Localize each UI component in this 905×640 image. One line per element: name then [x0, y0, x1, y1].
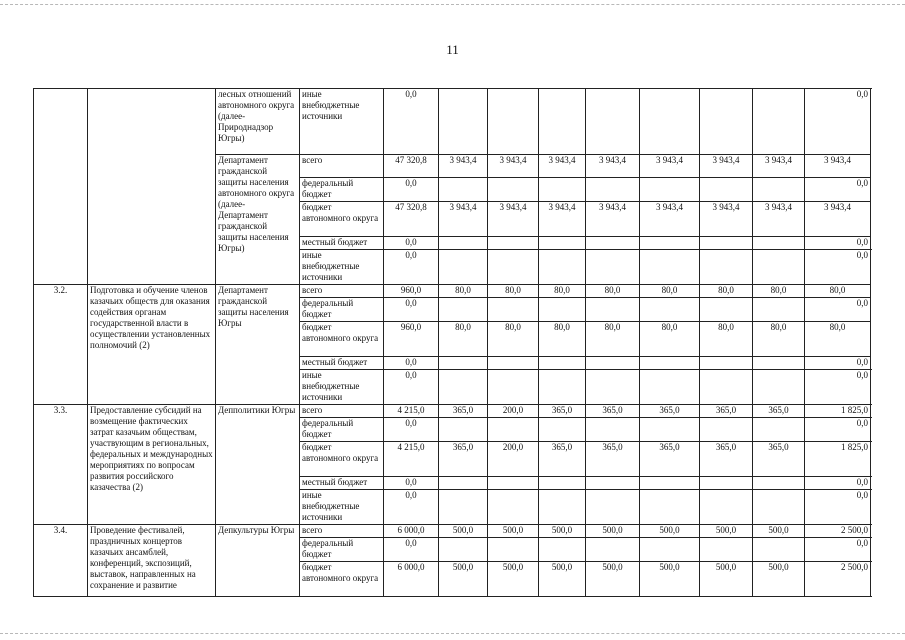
- year-value-cell: [700, 477, 753, 490]
- year-value-cell: [586, 89, 640, 155]
- year-value-cell: [539, 477, 586, 490]
- bottom-scan-edge: [0, 633, 905, 634]
- year-value-cell: [640, 357, 700, 370]
- total-value-cell: 47 320,8: [384, 202, 439, 237]
- year-value-cell: [439, 490, 488, 525]
- funding-source-cell: всего: [300, 405, 384, 418]
- executor-cell: Депполитики Югры: [216, 405, 300, 525]
- period-sum-cell: 0,0: [805, 538, 871, 562]
- funding-source-cell: бюджет автономного округа: [300, 202, 384, 237]
- year-value-cell: [586, 490, 640, 525]
- year-value-cell: 500,0: [439, 525, 488, 538]
- funding-source-cell: местный бюджет: [300, 477, 384, 490]
- year-value-cell: [753, 89, 805, 155]
- year-value-cell: [488, 370, 539, 405]
- year-value-cell: [539, 357, 586, 370]
- year-value-cell: [753, 538, 805, 562]
- item-number-cell: 3.4.: [34, 525, 88, 597]
- year-value-cell: 3 943,4: [640, 202, 700, 237]
- year-value-cell: [753, 490, 805, 525]
- budget-table: [33, 88, 871, 597]
- year-value-cell: [439, 477, 488, 490]
- period-sum-cell: 1 825,0: [805, 405, 871, 418]
- year-value-cell: 500,0: [753, 525, 805, 538]
- funding-source-cell: иные внебюджетные источники: [300, 89, 384, 155]
- year-value-cell: 3 943,4: [586, 202, 640, 237]
- period-sum-cell: 0,0: [805, 89, 871, 155]
- total-value-cell: 0,0: [384, 418, 439, 442]
- year-value-cell: [539, 370, 586, 405]
- table-row: [34, 89, 871, 155]
- executor-cell: лесных отношений автономного округа (далее- Природнадзор Югры): [216, 89, 300, 155]
- year-value-cell: [439, 178, 488, 202]
- funding-source-cell: всего: [300, 285, 384, 298]
- year-value-cell: 3 943,4: [700, 155, 753, 178]
- year-value-cell: [488, 357, 539, 370]
- total-value-cell: 0,0: [384, 357, 439, 370]
- year-value-cell: 80,0: [586, 322, 640, 357]
- year-value-cell: [539, 298, 586, 322]
- year-value-cell: [439, 370, 488, 405]
- funding-source-cell: федеральный бюджет: [300, 418, 384, 442]
- year-value-cell: 365,0: [640, 405, 700, 418]
- year-value-cell: [439, 250, 488, 285]
- executor-cell: Депкультуры Югры: [216, 525, 300, 597]
- year-value-cell: [488, 89, 539, 155]
- total-value-cell: 0,0: [384, 250, 439, 285]
- year-value-cell: 3 943,4: [539, 155, 586, 178]
- table-row: [34, 285, 871, 298]
- year-value-cell: 80,0: [539, 322, 586, 357]
- year-value-cell: 3 943,4: [640, 155, 700, 178]
- period-sum-cell: 2 500,0: [805, 562, 871, 597]
- year-value-cell: 365,0: [539, 405, 586, 418]
- year-value-cell: [640, 89, 700, 155]
- year-value-cell: [488, 538, 539, 562]
- year-value-cell: 80,0: [539, 285, 586, 298]
- table-row: [34, 405, 871, 418]
- year-value-cell: 365,0: [753, 442, 805, 477]
- year-value-cell: 500,0: [586, 525, 640, 538]
- total-value-cell: 4 215,0: [384, 405, 439, 418]
- year-value-cell: [539, 178, 586, 202]
- year-value-cell: [700, 178, 753, 202]
- total-value-cell: 0,0: [384, 89, 439, 155]
- period-sum-cell: 0,0: [805, 477, 871, 490]
- year-value-cell: 365,0: [753, 405, 805, 418]
- year-value-cell: 3 943,4: [439, 202, 488, 237]
- item-name-cell: Проведение фестивалей, праздничных концертов казачьих ансамблей, конференций, экспозиций, выставок, направленных на сохранение и развитие: [88, 525, 216, 597]
- item-name-cell: [88, 89, 216, 285]
- period-sum-cell: 0,0: [805, 490, 871, 525]
- year-value-cell: [586, 477, 640, 490]
- year-value-cell: [640, 370, 700, 405]
- year-value-cell: [539, 418, 586, 442]
- funding-source-cell: бюджет автономного округа: [300, 322, 384, 357]
- total-value-cell: 0,0: [384, 538, 439, 562]
- year-value-cell: 80,0: [439, 322, 488, 357]
- table-row: [34, 525, 871, 538]
- item-name-cell: Предоставление субсидий на возмещение фактических затрат казачьим обществам, участвующим в региональных, федеральных и международных мероприятиях по вопросам развития российского казачества (2): [88, 405, 216, 525]
- year-value-cell: [488, 490, 539, 525]
- year-value-cell: [586, 178, 640, 202]
- year-value-cell: 500,0: [488, 562, 539, 597]
- year-value-cell: 3 943,4: [586, 155, 640, 178]
- year-value-cell: [640, 237, 700, 250]
- year-value-cell: [640, 538, 700, 562]
- year-value-cell: [488, 477, 539, 490]
- item-number-cell: [34, 89, 88, 285]
- year-value-cell: [753, 178, 805, 202]
- period-sum-cell: 1 825,0: [805, 442, 871, 477]
- year-value-cell: [640, 490, 700, 525]
- year-value-cell: 3 943,4: [700, 202, 753, 237]
- year-value-cell: [439, 418, 488, 442]
- year-value-cell: 80,0: [700, 285, 753, 298]
- year-value-cell: 80,0: [640, 285, 700, 298]
- year-value-cell: [488, 250, 539, 285]
- year-value-cell: 500,0: [640, 562, 700, 597]
- year-value-cell: [700, 418, 753, 442]
- year-value-cell: [539, 89, 586, 155]
- year-value-cell: 80,0: [488, 285, 539, 298]
- year-value-cell: 500,0: [539, 525, 586, 538]
- year-value-cell: 500,0: [640, 525, 700, 538]
- year-value-cell: 365,0: [586, 442, 640, 477]
- year-value-cell: [753, 298, 805, 322]
- item-number-cell: 3.2.: [34, 285, 88, 405]
- total-value-cell: 0,0: [384, 237, 439, 250]
- year-value-cell: 80,0: [753, 322, 805, 357]
- year-value-cell: [700, 538, 753, 562]
- total-value-cell: 6 000,0: [384, 562, 439, 597]
- year-value-cell: 365,0: [439, 405, 488, 418]
- year-value-cell: 500,0: [439, 562, 488, 597]
- year-value-cell: [586, 538, 640, 562]
- year-value-cell: [488, 298, 539, 322]
- year-value-cell: [753, 370, 805, 405]
- year-value-cell: [586, 250, 640, 285]
- period-sum-cell: 0,0: [805, 418, 871, 442]
- year-value-cell: 500,0: [539, 562, 586, 597]
- funding-source-cell: иные внебюджетные источники: [300, 250, 384, 285]
- year-value-cell: 365,0: [539, 442, 586, 477]
- year-value-cell: 80,0: [700, 322, 753, 357]
- funding-source-cell: местный бюджет: [300, 357, 384, 370]
- year-value-cell: [753, 237, 805, 250]
- executor-cell: Департамент гражданской защиты населения Югры: [216, 285, 300, 405]
- year-value-cell: [753, 418, 805, 442]
- year-value-cell: [640, 298, 700, 322]
- year-value-cell: [488, 418, 539, 442]
- year-value-cell: 500,0: [700, 562, 753, 597]
- year-value-cell: 80,0: [640, 322, 700, 357]
- year-value-cell: 3 943,4: [488, 202, 539, 237]
- year-value-cell: [439, 357, 488, 370]
- year-value-cell: [439, 89, 488, 155]
- total-value-cell: 47 320,8: [384, 155, 439, 178]
- year-value-cell: [640, 477, 700, 490]
- period-sum-cell: 0,0: [805, 357, 871, 370]
- funding-source-cell: всего: [300, 155, 384, 178]
- page-number: 11: [446, 42, 459, 57]
- period-sum-cell: 0,0: [805, 237, 871, 250]
- total-value-cell: 0,0: [384, 490, 439, 525]
- year-value-cell: [539, 490, 586, 525]
- funding-source-cell: федеральный бюджет: [300, 178, 384, 202]
- funding-source-cell: бюджет автономного округа: [300, 442, 384, 477]
- year-value-cell: 3 943,4: [439, 155, 488, 178]
- year-value-cell: [640, 418, 700, 442]
- funding-source-cell: всего: [300, 525, 384, 538]
- total-value-cell: 6 000,0: [384, 525, 439, 538]
- year-value-cell: [753, 477, 805, 490]
- year-value-cell: [539, 237, 586, 250]
- year-value-cell: [700, 237, 753, 250]
- item-name-cell: Подготовка и обучение членов казачьих обществ для оказания содействия органам государственной власти в осуществлении установленных полномочий (2): [88, 285, 216, 405]
- year-value-cell: 365,0: [640, 442, 700, 477]
- year-value-cell: 500,0: [700, 525, 753, 538]
- period-sum-cell: 0,0: [805, 178, 871, 202]
- year-value-cell: [439, 298, 488, 322]
- year-value-cell: 500,0: [488, 525, 539, 538]
- year-value-cell: 80,0: [488, 322, 539, 357]
- year-value-cell: [586, 357, 640, 370]
- year-value-cell: [586, 418, 640, 442]
- year-value-cell: 3 943,4: [805, 202, 871, 237]
- year-value-cell: 80,0: [753, 285, 805, 298]
- year-value-cell: [640, 178, 700, 202]
- year-value-cell: [753, 250, 805, 285]
- funding-source-cell: иные внебюджетные источники: [300, 370, 384, 405]
- executor-cell: Департамент гражданской защиты населения автономного округа (далее- Департамент гражданской защиты населения Югры): [216, 155, 300, 285]
- total-value-cell: 960,0: [384, 285, 439, 298]
- total-value-cell: 960,0: [384, 322, 439, 357]
- item-number-cell: 3.3.: [34, 405, 88, 525]
- year-value-cell: [439, 538, 488, 562]
- year-value-cell: 365,0: [439, 442, 488, 477]
- year-value-cell: 80,0: [805, 322, 871, 357]
- period-sum-cell: 0,0: [805, 370, 871, 405]
- year-value-cell: [586, 370, 640, 405]
- year-value-cell: 3 943,4: [753, 202, 805, 237]
- total-value-cell: 0,0: [384, 370, 439, 405]
- year-value-cell: [488, 178, 539, 202]
- period-sum-cell: 0,0: [805, 250, 871, 285]
- funding-source-cell: федеральный бюджет: [300, 538, 384, 562]
- period-sum-cell: 2 500,0: [805, 525, 871, 538]
- funding-source-cell: федеральный бюджет: [300, 298, 384, 322]
- year-value-cell: 365,0: [700, 442, 753, 477]
- funding-source-cell: бюджет автономного округа: [300, 562, 384, 597]
- year-value-cell: [439, 237, 488, 250]
- year-value-cell: [700, 298, 753, 322]
- year-value-cell: 3 943,4: [539, 202, 586, 237]
- funding-source-cell: иные внебюджетные источники: [300, 490, 384, 525]
- total-value-cell: 4 215,0: [384, 442, 439, 477]
- year-value-cell: 80,0: [586, 285, 640, 298]
- year-value-cell: [586, 298, 640, 322]
- year-value-cell: [640, 250, 700, 285]
- year-value-cell: [700, 490, 753, 525]
- year-value-cell: 500,0: [753, 562, 805, 597]
- year-value-cell: [488, 237, 539, 250]
- year-value-cell: 365,0: [700, 405, 753, 418]
- year-value-cell: 200,0: [488, 405, 539, 418]
- year-value-cell: 200,0: [488, 442, 539, 477]
- total-value-cell: 0,0: [384, 477, 439, 490]
- year-value-cell: 80,0: [439, 285, 488, 298]
- year-value-cell: [700, 89, 753, 155]
- year-value-cell: 500,0: [586, 562, 640, 597]
- period-sum-cell: 0,0: [805, 298, 871, 322]
- year-value-cell: [700, 357, 753, 370]
- top-scan-edge: [0, 4, 905, 5]
- year-value-cell: 80,0: [805, 285, 871, 298]
- year-value-cell: 3 943,4: [753, 155, 805, 178]
- year-value-cell: [539, 538, 586, 562]
- year-value-cell: [539, 250, 586, 285]
- year-value-cell: 365,0: [586, 405, 640, 418]
- total-value-cell: 0,0: [384, 178, 439, 202]
- year-value-cell: [700, 250, 753, 285]
- year-value-cell: [753, 357, 805, 370]
- year-value-cell: 3 943,4: [805, 155, 871, 178]
- funding-source-cell: местный бюджет: [300, 237, 384, 250]
- year-value-cell: 3 943,4: [488, 155, 539, 178]
- year-value-cell: [700, 370, 753, 405]
- year-value-cell: [586, 237, 640, 250]
- total-value-cell: 0,0: [384, 298, 439, 322]
